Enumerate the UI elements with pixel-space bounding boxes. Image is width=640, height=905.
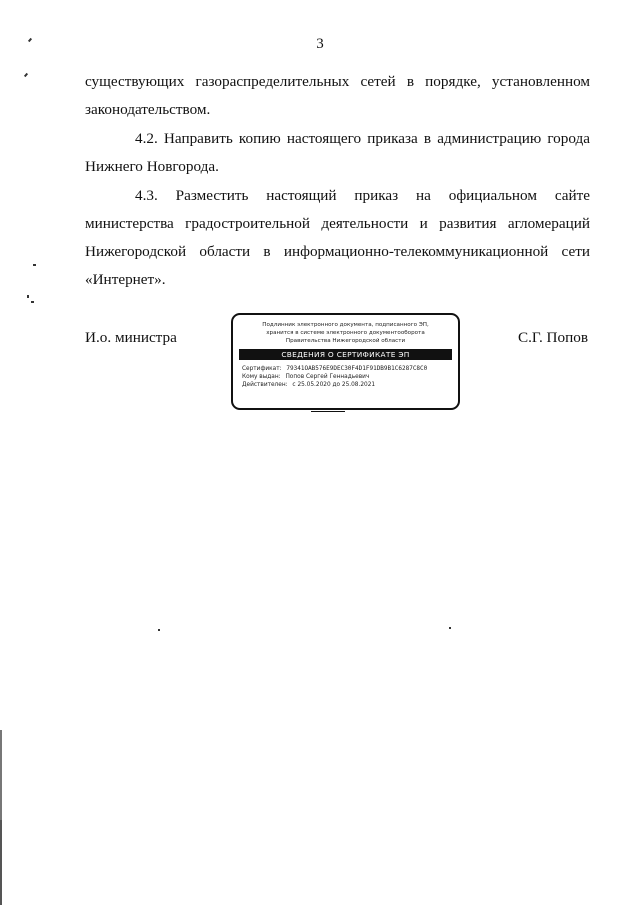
stamp-notice [233,321,458,345]
scan-edge-line [0,820,2,905]
stamp-valid-label: Действителен: [242,382,288,388]
electronic-signature-stamp [231,313,460,410]
paragraph-4-2: 4.2. Направить копию настоящего приказа в администрацию города Нижнего Новгорода. [85,130,590,175]
stamp-header: СВЕДЕНИЯ О СЕРТИФИКАТЕ ЭП [239,349,452,360]
scan-speck [24,73,28,77]
stamp-valid-row [242,381,458,389]
stamp-details [242,365,458,389]
stamp-cert-value: 79341OAB576E9DEC30F4D1F91DB9B1C6287C8C0 [286,365,428,372]
stamp-notice-line: Подлинник электронного документа, подписанного ЭП, [262,322,429,328]
scan-speck [158,629,160,631]
scan-speck [33,264,36,266]
scan-speck [27,295,29,298]
page-number: 3 [316,36,324,52]
stamp-issued-value: Попов Сергей Геннадьевич [285,374,370,380]
paragraph-4-3: 4.3. Разместить настоящий приказ на официальном сайте министерства градостроительной деятельности и развития агломераций Нижегородской области в информационно-телекоммуникационной сети «Интернет». [85,187,590,288]
signer-name: С.Г. Попов [517,329,588,346]
stamp-cert-label: Сертификат: [242,366,282,372]
scan-speck [449,627,451,629]
signer-title: И.о. министра [85,329,177,346]
stamp-valid-value: с 25.05.2020 до 25.08.2021 [292,382,376,388]
paragraph-continuation: существующих газораспределительных сетей в порядке, установленном законодательством. [85,73,590,118]
stamp-cert-row [242,365,458,373]
stamp-underline [311,411,345,413]
stamp-notice-line: Правительства Нижегородской области [285,338,406,344]
stamp-issued-label: Кому выдан: [242,374,281,380]
scan-speck [31,301,34,303]
stamp-notice-line: хранится в системе электронного документооборота [266,330,425,336]
stamp-issued-row [242,373,458,381]
